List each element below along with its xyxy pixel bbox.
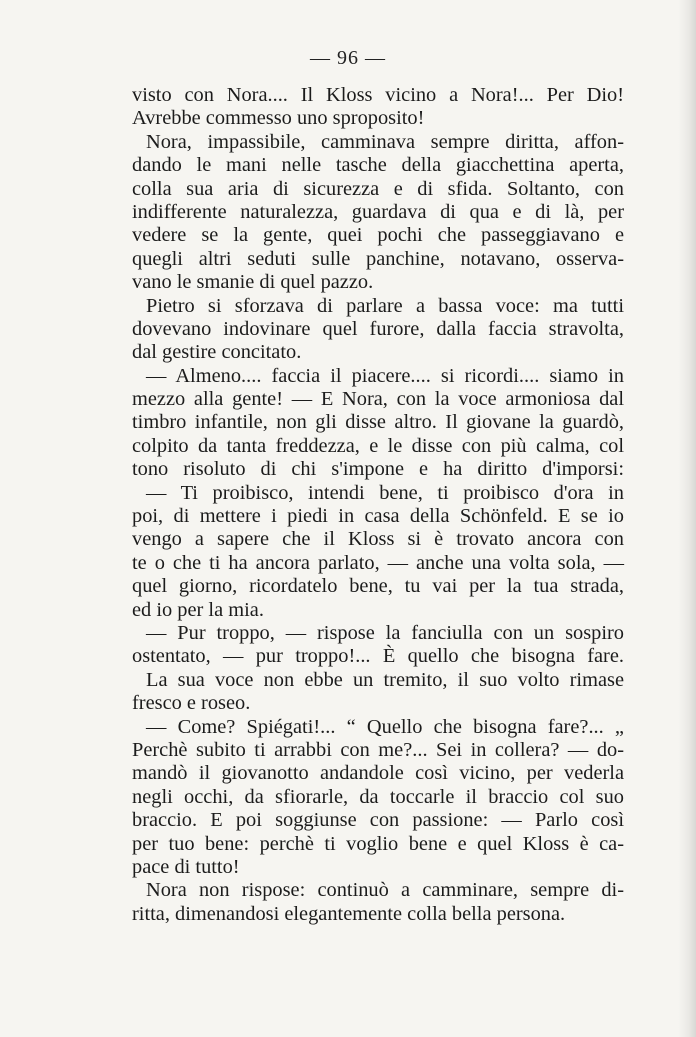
text-line: mandò il giovanotto andandole così vicino, per vederla — [132, 762, 624, 785]
text-line: indifferente naturalezza, guardava di qua e di là, per — [132, 200, 624, 223]
text-line: quegli altri seduti sulle panchine, notavano, osserva- — [132, 247, 624, 270]
text-line: per tuo bene: perchè ti voglio bene e quel Kloss è ca- — [132, 832, 624, 855]
text-line: Nora, impassibile, camminava sempre diritta, affon- — [146, 130, 624, 153]
text-line: te o che ti ha ancora parlato, — anche una volta sola, — — [132, 551, 624, 574]
page-number: — 96 — — [310, 47, 386, 69]
page-edge-shadow — [678, 0, 696, 1037]
text-line: fresco e roseo. — [132, 692, 251, 715]
text-line: ed io per la mia. — [132, 598, 264, 621]
text-line: vengo a sapere che il Kloss si è trovato ancora con — [132, 528, 624, 551]
text-line: Perchè subito ti arrabbi con me?... Sei in collera? — do- — [132, 738, 624, 761]
text-line: quel giorno, ricordatelo bene, tu vai per la tua strada, — [132, 575, 624, 598]
text-line: vano le smanie di quel pazzo. — [132, 271, 374, 294]
text-line: — Ti proibisco, intendi bene, ti proibisco d'ora in — [146, 481, 624, 504]
text-line: poi, di mettere i piedi in casa della Schönfeld. E se io — [132, 505, 624, 528]
text-line: Nora non rispose: continuò a camminare, sempre di- — [146, 879, 624, 902]
body-text — [132, 84, 624, 926]
text-line: — Pur troppo, — rispose la fanciulla con un sospiro — [146, 621, 624, 644]
text-line: Avrebbe commesso uno sproposito! — [132, 107, 425, 130]
text-line: braccio. E poi soggiunse con passione: — Parlo così — [132, 809, 624, 832]
text-line: ritta, dimenandosi elegantemente colla bella persona. — [132, 902, 566, 925]
text-line: timbro infantile, non gli disse altro. Il giovane la guardò, — [132, 411, 624, 434]
text-line: La sua voce non ebbe un tremito, il suo volto rimase — [146, 668, 624, 691]
text-line: vedere se la gente, quei pochi che passeggiavano e — [132, 224, 624, 247]
text-line: visto con Nora.... Il Kloss vicino a Nora!... Per Dio! — [132, 84, 624, 106]
text-line: dando le mani nelle tasche della giacchettina aperta, — [132, 154, 624, 177]
text-line: mezzo alla gente! — E Nora, con la voce armoniosa dal — [132, 388, 624, 411]
text-line: tono risoluto di chi s'impone e ha diritto d'imporsi: — [132, 458, 624, 481]
text-line: colpito da tanta freddezza, e le disse con più calma, col — [132, 434, 624, 457]
text-line: — Almeno.... faccia il piacere.... si ricordi.... siamo in — [146, 364, 624, 387]
text-line: dal gestire concitato. — [132, 341, 302, 364]
text-line: ostentato, — pur troppo!... È quello che bisogna fare. — [132, 645, 624, 668]
text-line: colla sua aria di sicurezza e di sfida. Soltanto, con — [132, 177, 624, 200]
text-line: Pietro si sforzava di parlare a bassa voce: ma tutti — [146, 294, 624, 317]
text-line: dovevano indovinare quel furore, dalla faccia stravolta, — [132, 317, 624, 340]
text-line: pace di tutto! — [132, 855, 240, 878]
text-line: — Come? Spiégati!... “ Quello che bisogna fare?... „ — [146, 715, 624, 738]
text-line: negli occhi, da sfiorarle, da toccarle il braccio col suo — [132, 785, 624, 808]
